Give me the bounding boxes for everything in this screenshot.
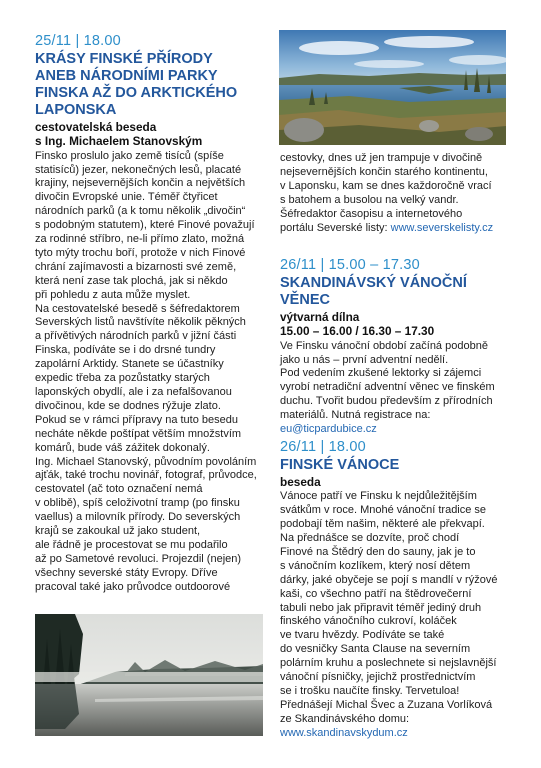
body-line: až po Sametové revoluci. Projezdil (nejen) [35,552,242,565]
event-title [35,51,275,119]
body-line: jako u nás – první adventní nedělí. [280,353,449,366]
body-line: cestovatel (ač toto označení nemá [35,483,203,496]
body-line: Pod vedením zkušené lektorky si zájemci [280,367,482,380]
event-description [35,150,275,595]
body-line: ze Skandinávského domu: [280,712,410,725]
body-line: finského vánočního cukroví, koláček [280,615,457,628]
link-prefix: portálu Severské listy: [280,221,391,234]
title-line: KRÁSY FINSKÉ PŘÍRODY [35,51,213,67]
body-line: Pokud se v rámci přípravy na tuto besedu [35,413,238,426]
event-subtitle: beseda [280,475,321,489]
subtitle-line: s Ing. Michaelem Stanovským [35,134,203,149]
subtitle-line: 15.00 – 16.00 / 16.30 – 17.30 [280,324,435,339]
body-line: ve tvaru hvězdy. Podíváte se také [280,629,445,642]
body-line: divočin Evropské unie. Téměř čtyřicet [35,191,218,204]
event-description [280,490,515,740]
email-link[interactable]: eu@ticpardubice.cz [280,423,377,436]
event-subtitle [35,120,275,149]
body-line: s batohem a busolou na velký vandr. [280,193,459,206]
body-line: za rodinné stříbro, ne-li přímo zlato, možná [35,233,245,246]
body-line: s vánočním kozlíkem, který nosí dětem [280,559,471,572]
body-line: Ve Finsku vánoční období začíná podobně [280,339,488,352]
title-line: ANEB NÁRODNÍMI PARKY [35,68,218,84]
misty-lake-photo [35,614,263,736]
body-line: krajů se zakoukal už jako student, [35,525,201,538]
body-line: tyto mýty trochu boří, protože v nich Finové [35,246,246,259]
body-line: materiálů. Nutná registrace na: [280,409,431,422]
body-line: svátkům v roce. Mnohé vánoční tradice se [280,504,487,517]
event-title: FINSKÉ VÁNOCE [280,457,400,473]
event-finske-vanoce [280,439,515,741]
skandinavskydum-link[interactable]: www.skandinavskydum.cz [280,726,408,739]
body-line: která není zase tak plochá, jak si někdo [35,274,228,287]
body-line: krajiny, nejsevernějších končin a největších [35,177,246,190]
body-line: Na přednášce se dozvíte, proč chodí [280,532,460,545]
body-line: Finové na Štědrý den do sauny, jak je to [280,545,476,558]
body-line: vaellus) a milovník přírody. Do severských [35,511,241,524]
body-line: při pohledu z auta může myslet. [35,288,191,301]
body-line: Ing. Michael Stanovský, původním povoláním [35,455,257,468]
body-line: v Laponsku, kam se dnes každoročně vrací [280,179,492,192]
body-line: kaši, co všechno patří na štědrovečerní [280,587,472,600]
subtitle-line: cestovatelská beseda [35,120,157,134]
body-line: necháte někde poštípat větším množstvím [35,427,242,440]
body-line: Přednášejí Michal Švec a Zuzana Vorlíková [280,698,493,711]
body-line: polárním kruhu a poslechnete si nejslavnější [280,657,497,670]
title-line: LAPONSKA [35,102,117,118]
event-date: 26/11 | 15.00 – 17.30 [280,257,420,273]
body-line: pracoval také jako průvodce outdoorové [35,580,231,593]
event-skandinavsky-venec [280,257,515,437]
body-line: chrání zajímavosti a bizarnosti své země, [35,260,237,273]
body-line: Šéfredaktor časopisu a internetového [280,207,463,220]
body-line: Finsko proslulo jako země tisíců (spíše [35,149,224,162]
event-date: 26/11 | 18.00 [280,439,366,455]
body-line: nejsevernějších končin starého kontinentu, [280,165,488,178]
body-line: se i trošku naučíte finsky. Tervetuloa! [280,684,460,697]
body-line: ale řádně je procestovat se mu podařilo [35,538,228,551]
body-line: podobají těm našim, některé ale překvapí. [280,518,485,531]
event-date: 25/11 | 18.00 [35,33,121,49]
body-line-with-link [280,222,515,236]
body-line: laponských obydlí, ale i za nefalšovanou [35,386,232,398]
event-title: SKANDINÁVSKÝ VÁNOČNÍ VĚNEC [280,275,467,308]
body-line: v oblibě), spíš celoživotní tramp (po finsku [35,497,240,510]
body-line: ajťák, také trochu novinář, fotograf, průvodce, [35,469,257,482]
body-line: národních parků (a k tomu několik „divočin“ [35,205,246,218]
event-description [280,340,515,437]
body-line: a přívětivých národních parků v jižní části [35,330,237,343]
body-line: Na cestovatelské besedě s šéfredaktorem [35,302,240,315]
body-line: zapolární Arktidy. Stanete se účastníky [35,358,224,371]
body-line: divočinou, kde se dodnes rýžuje zlato. [35,399,221,412]
body-line: Vánoce patří ve Finsku k nejdůležitějším [280,490,477,503]
body-line: s podobným statutem), které Finové považují [35,219,255,232]
title-line: FINSKA AŽ DO ARKTICKÉHO [35,85,238,101]
body-line: vánoční písničky, jejichž prostřednictvím [280,671,476,684]
body-line: expedic třeba za pozůstatky starých [35,372,210,385]
body-line: dárky, jaké obyčeje se pojí s mandlí v rýžové [280,573,498,586]
body-line: do vesničky Santa Clause na severním [280,643,471,656]
body-line: vyrobí netradiční adventní věnec ve finském [280,381,495,394]
lapland-lake-photo [279,30,506,145]
severskelisty-link[interactable]: www.severskelisty.cz [390,221,494,234]
body-line: Severských listů navštívíte několik pěkných [35,316,246,329]
body-line: tabuli nebo jak připravit téměř jediný druh [280,601,482,614]
body-line: všechny severské státy Evropy. Dříve [35,566,218,579]
subtitle-line: výtvarná dílna [280,310,360,324]
body-line: duchu. Tvořit budou především z přírodních [280,395,493,408]
body-line: komárů, bude váš zážitek dokonalý. [35,441,210,454]
event-subtitle [280,310,515,339]
body-line: statisíců) jezer, nekonečných lesů, placaté [35,163,242,176]
event-krasy-finske-prirody [35,33,275,595]
body-line: Finska, podíváte se i do drsné tundry [35,344,216,357]
body-line: cestovky, dnes už jen trampuje v divočině [280,152,483,164]
event-description-continued [280,152,515,235]
